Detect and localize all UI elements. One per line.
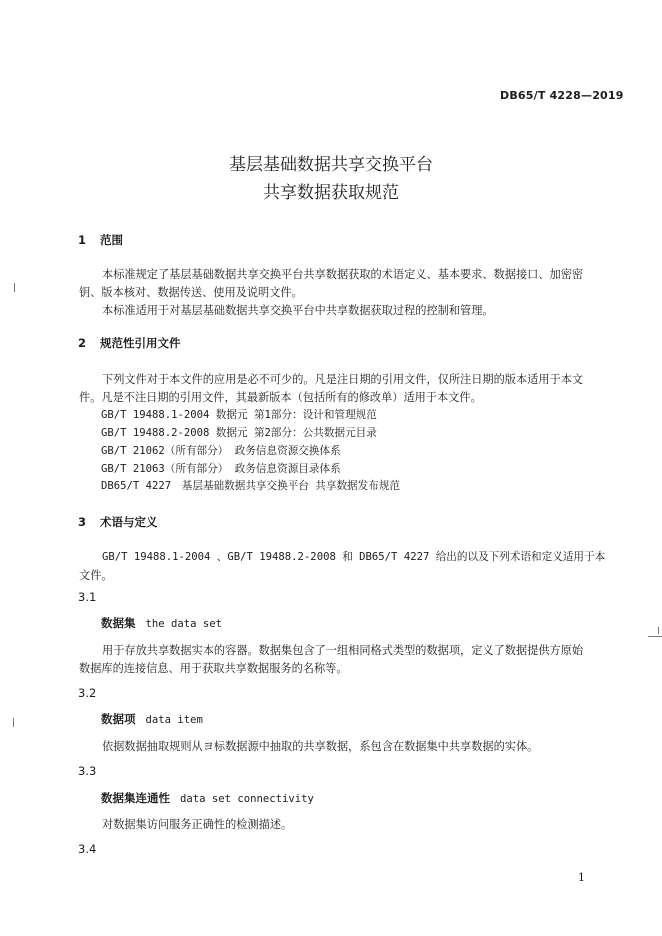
paragraph: GB/T 19488.1-2004 、GB/T 19488.2-2008 和 DB65/T 4227 给出的以及下列术语和定义适用于本 bbox=[102, 551, 606, 563]
paragraph-continued: 文件。 bbox=[79, 569, 113, 582]
section-title: 术语与定义 bbox=[100, 515, 158, 529]
term-en: the data set bbox=[145, 618, 223, 630]
paragraph: 本标准规定了基层基础数据共享交换平台共享数据获取的术语定义、基本要求、数据接口、加密密 bbox=[102, 268, 584, 281]
paragraph-continued: 钥、版本核对、数据传送、使用及说明文件。 bbox=[79, 286, 303, 299]
section-number: 1 bbox=[78, 233, 87, 247]
term-definition-continued: 数据库的连接信息、用于获取共享数据服务的名称等。 bbox=[79, 662, 348, 675]
term-en: data set connectivity bbox=[180, 793, 314, 805]
term-zh: 数据项 bbox=[101, 712, 136, 726]
page-subtitle: 共享数据获取规范 bbox=[263, 183, 399, 203]
section-1-heading bbox=[78, 232, 123, 248]
term-heading bbox=[101, 711, 203, 727]
subsection-number: 3.3 bbox=[78, 764, 97, 778]
scan-mark bbox=[13, 718, 14, 727]
subsection-number: 3.1 bbox=[78, 590, 97, 604]
section-3-heading bbox=[78, 514, 158, 530]
subsection-number: 3.2 bbox=[78, 686, 97, 700]
paragraph: 本标准适用于对基层基础数据共享交换平台中共享数据获取过程的控制和管理。 bbox=[102, 304, 494, 317]
scan-mark bbox=[648, 636, 662, 637]
paragraph-continued: 件。凡是不注日期的引用文件，其最新版本（包括所有的修改单）适用于本文件。 bbox=[79, 391, 482, 404]
term-en: data item bbox=[145, 714, 203, 726]
subsection-number: 3.4 bbox=[78, 842, 97, 856]
reference-item: DB65/T 4227 基层基础数据共享交换平台 共享数据发布规范 bbox=[101, 480, 401, 492]
reference-item: GB/T 21062（所有部分） 政务信息资源交换体系 bbox=[101, 445, 341, 457]
section-title: 规范性引用文件 bbox=[100, 336, 181, 350]
page-title: 基层基础数据共享交换平台 bbox=[229, 155, 433, 175]
section-number: 2 bbox=[78, 336, 87, 350]
section-2-heading bbox=[78, 335, 181, 351]
term-definition: 用于存放共享数据实本的容器。数据集包含了一组相同格式类型的数据项，定义了数据提供方原始 bbox=[102, 644, 584, 657]
term-heading bbox=[101, 790, 314, 806]
paragraph: 下列文件对于本文件的应用是必不可少的。凡是注日期的引用文件，仅所注日期的版本适用于本文 bbox=[102, 373, 584, 386]
term-zh: 数据集 bbox=[101, 616, 136, 630]
term-zh: 数据集连通性 bbox=[101, 791, 170, 805]
scan-mark bbox=[658, 627, 659, 634]
term-definition: 对数据集访问服务正确性的检测描述。 bbox=[102, 818, 293, 831]
term-heading bbox=[101, 615, 222, 631]
term-definition: 依据数据抽取规则从ヨ标数据源中抽取的共享数据，系包含在数据集中共享数据的实体。 bbox=[102, 740, 539, 753]
reference-item: GB/T 19488.1-2004 数据元 第1部分：设计和管理规范 bbox=[101, 409, 377, 421]
page-number: 1 bbox=[578, 871, 585, 884]
section-title: 范围 bbox=[100, 233, 124, 247]
section-number: 3 bbox=[78, 515, 87, 529]
reference-item: GB/T 21063（所有部分） 政务信息资源目录体系 bbox=[101, 463, 341, 475]
reference-item: GB/T 19488.2-2008 数据元 第2部分：公共数据元目录 bbox=[101, 427, 377, 439]
scan-mark bbox=[14, 283, 15, 292]
document-code: DB65/T 4228—2019 bbox=[500, 89, 624, 102]
